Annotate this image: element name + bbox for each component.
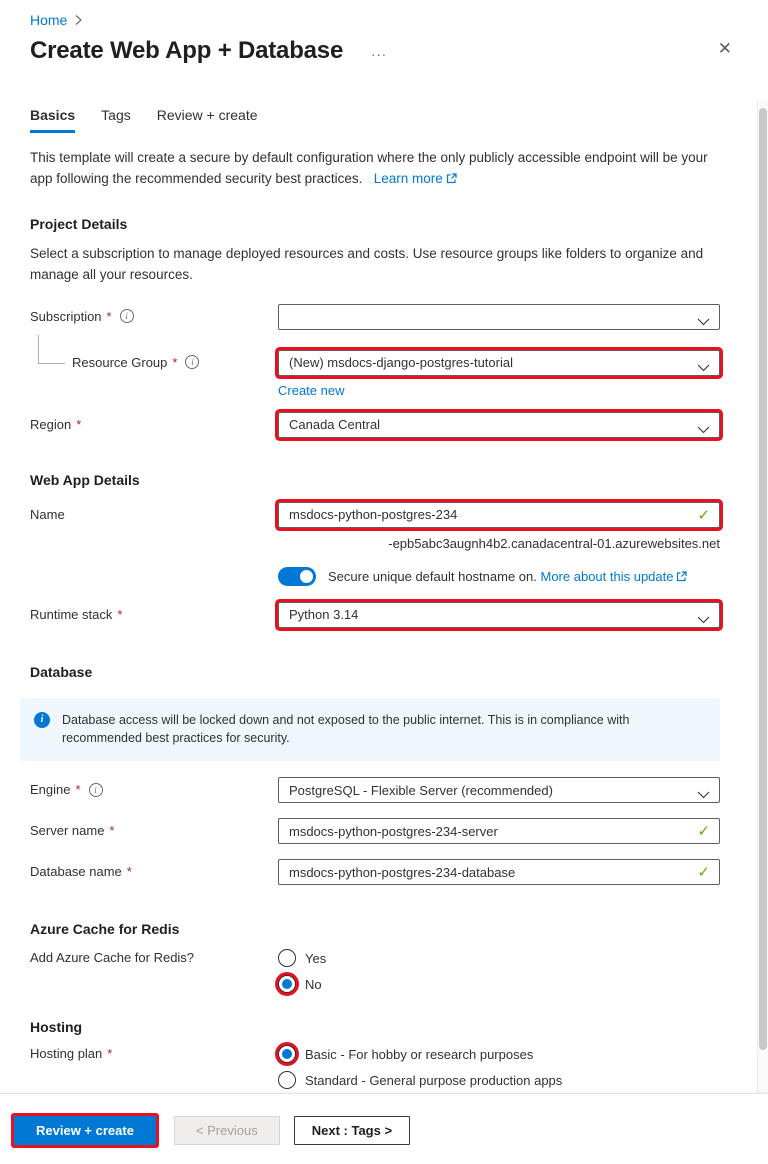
name-label: Name xyxy=(30,506,65,522)
required-marker: * xyxy=(76,416,82,432)
tab-review-create[interactable]: Review + create xyxy=(156,107,258,123)
external-link-icon xyxy=(446,173,457,184)
runtime-stack-value: Python 3.14 xyxy=(289,607,359,623)
page-title: Create Web App + Database xyxy=(30,37,344,64)
required-marker: * xyxy=(172,354,178,370)
region-dropdown[interactable] xyxy=(278,412,720,438)
toggle-knob xyxy=(300,570,313,583)
valid-check-icon: ✓ xyxy=(697,506,710,524)
region-value: Canada Central xyxy=(289,417,381,433)
resource-group-dropdown[interactable] xyxy=(278,350,720,376)
hosting-radio-group xyxy=(278,1043,720,1089)
tab-tags[interactable]: Tags xyxy=(101,107,131,123)
server-name-field xyxy=(278,818,720,844)
chevron-down-icon xyxy=(697,612,710,627)
project-details-heading: Project Details xyxy=(30,215,128,232)
secure-hostname-toggle[interactable] xyxy=(278,567,316,586)
intro-text: This template will create a secure by default configuration where the only publicly accessible endpoint will be your app following the recommended security best practices. xyxy=(30,150,708,186)
subscription-label: Subscription xyxy=(30,308,102,324)
chevron-down-icon xyxy=(697,314,710,329)
tab-basics[interactable]: Basics xyxy=(30,107,75,133)
hosting-heading: Hosting xyxy=(30,1019,83,1036)
redis-option-yes[interactable] xyxy=(278,949,720,967)
more-about-update-link[interactable]: More about this update xyxy=(540,568,674,584)
resource-group-label: Resource Group xyxy=(72,354,168,370)
redis-question-label: Add Azure Cache for Redis? xyxy=(30,950,195,966)
wizard-footer xyxy=(0,1093,768,1164)
required-marker: * xyxy=(75,782,81,798)
next-tags-button[interactable]: Next : Tags > xyxy=(294,1116,410,1145)
redis-yes-label: Yes xyxy=(305,950,327,966)
required-marker: * xyxy=(107,1046,113,1062)
subscription-dropdown[interactable] xyxy=(278,304,720,330)
database-name-label: Database name xyxy=(30,864,122,880)
required-marker: * xyxy=(106,308,112,324)
hosting-plan-label: Hosting plan xyxy=(30,1046,103,1062)
chevron-right-icon xyxy=(74,14,83,26)
database-info-banner xyxy=(20,698,720,762)
chevron-down-icon xyxy=(697,422,710,437)
redis-radio-group xyxy=(278,947,720,993)
database-heading: Database xyxy=(30,663,93,680)
radio-unselected-icon[interactable] xyxy=(278,1071,296,1089)
web-app-details-heading: Web App Details xyxy=(30,471,140,488)
hosting-option-basic[interactable] xyxy=(278,1045,720,1063)
engine-dropdown[interactable] xyxy=(278,777,720,803)
breadcrumb-home-link[interactable]: Home xyxy=(30,12,68,28)
runtime-stack-dropdown[interactable] xyxy=(278,602,720,628)
redis-heading: Azure Cache for Redis xyxy=(30,921,180,938)
review-create-button[interactable]: Review + create xyxy=(14,1116,156,1145)
close-icon[interactable]: ✕ xyxy=(717,39,732,58)
info-icon[interactable]: i xyxy=(120,309,134,323)
redis-no-label: No xyxy=(305,976,322,992)
required-marker: * xyxy=(126,864,132,880)
radio-selected-icon[interactable] xyxy=(278,1045,296,1063)
database-name-field xyxy=(278,859,720,885)
chevron-down-icon xyxy=(697,360,710,375)
name-input[interactable] xyxy=(289,503,693,527)
server-name-label: Server name xyxy=(30,823,105,839)
breadcrumb xyxy=(30,12,720,28)
chevron-down-icon xyxy=(697,787,710,802)
parent-connector-line xyxy=(38,335,65,364)
hosting-option-standard[interactable] xyxy=(278,1071,720,1089)
create-new-link[interactable]: Create new xyxy=(278,382,345,398)
name-field xyxy=(278,502,720,528)
radio-selected-icon[interactable] xyxy=(278,975,296,993)
secure-hostname-text: Secure unique default hostname on. xyxy=(328,568,537,584)
scrollbar-thumb[interactable] xyxy=(759,108,767,1050)
engine-label: Engine xyxy=(30,782,71,798)
more-options-icon[interactable]: ··· xyxy=(371,47,388,62)
engine-value: PostgreSQL - Flexible Server (recommended) xyxy=(289,782,553,798)
previous-button: < Previous xyxy=(174,1116,280,1145)
info-icon[interactable]: i xyxy=(185,355,199,369)
region-label: Region xyxy=(30,416,72,432)
vertical-scrollbar[interactable] xyxy=(757,100,768,1093)
server-name-input[interactable] xyxy=(289,819,693,843)
valid-check-icon: ✓ xyxy=(697,823,710,841)
database-name-input[interactable] xyxy=(289,860,693,884)
hostname-suffix: -epb5abc3augnh4b2.canadacentral-01.azurewebsites.net xyxy=(388,535,720,551)
redis-option-no[interactable] xyxy=(278,975,720,993)
hosting-basic-label: Basic - For hobby or research purposes xyxy=(305,1046,534,1062)
required-marker: * xyxy=(117,606,123,622)
resource-group-value: (New) msdocs-django-postgres-tutorial xyxy=(289,355,513,371)
radio-unselected-icon[interactable] xyxy=(278,949,296,967)
external-link-icon xyxy=(676,571,687,582)
project-details-description: Select a subscription to manage deployed resources and costs. Use resource groups like folders to organize and manage all your resources. xyxy=(30,245,704,282)
required-marker: * xyxy=(109,823,115,839)
database-info-text: Database access will be locked down and not exposed to the public internet. This is in compliance with recommended best practices for security. xyxy=(62,712,630,746)
runtime-stack-label: Runtime stack xyxy=(30,606,113,622)
info-icon: i xyxy=(34,712,50,728)
hosting-standard-label: Standard - General purpose production apps xyxy=(305,1072,563,1088)
learn-more-link[interactable]: Learn more xyxy=(373,170,443,186)
info-icon[interactable]: i xyxy=(89,783,103,797)
valid-check-icon: ✓ xyxy=(697,864,710,882)
wizard-tabs xyxy=(30,107,720,133)
